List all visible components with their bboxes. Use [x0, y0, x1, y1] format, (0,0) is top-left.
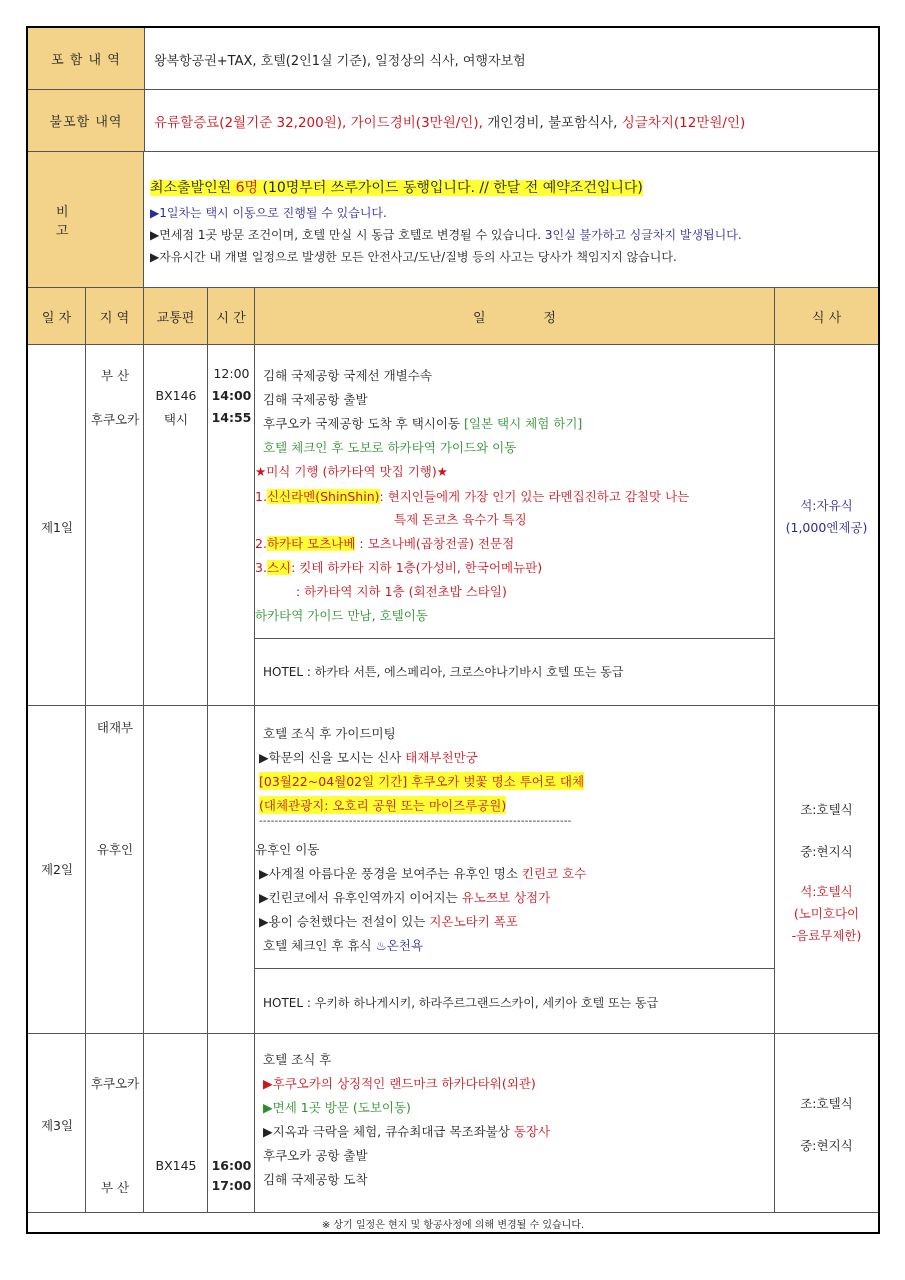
include-row [28, 28, 878, 90]
day3-s5: 후쿠오카 공항 출발 [263, 1148, 368, 1163]
notes-line4: ▶자유시간 내 개별 일정으로 발생한 모든 안전사고/도난/질병 등의 사고는 당사가 책임지지 않습니다. [150, 250, 677, 264]
notes-label: 비 고 [28, 152, 144, 287]
day2-s3: [03월22~04월02일 기간] 후쿠오카 벚꽃 명소 투어로 대체 [259, 774, 585, 789]
day2-s8-b: 지온노타키 폭포 [429, 914, 518, 929]
day1-taxi: 택시 [163, 412, 189, 427]
exclude-misc: 개인경비, 불포함식사, [482, 115, 622, 131]
day1-s9-b: 스시 [266, 560, 292, 575]
day1-s6-a: 1. [255, 489, 267, 504]
include-label: 포 함 내 역 [28, 28, 145, 89]
day1-s3-b: [일본 택시 체험 하기] [464, 416, 583, 431]
notes-line3-a: ▶면세점 1곳 방문 조건이며, 호텔 만실 시 동급 호텔로 변경될 수 있습니다. [150, 228, 545, 242]
day1-s9-c: : 킷테 하카타 지하 1층(가성비, 한국어메뉴판) [291, 560, 543, 575]
day1-region-busan: 부 산 [100, 368, 130, 383]
day1-s1: 김해 국제공항 국제선 개별수속 [263, 368, 432, 383]
day3-meal-breakfast: 조:호텔식 [800, 1096, 853, 1111]
day2-meal-breakfast: 조:호텔식 [800, 802, 853, 817]
day2-region-yufuin: 유후인 [96, 842, 134, 857]
day3-time1: 16:00 [211, 1158, 252, 1173]
day1-time2: 14:00 [211, 388, 252, 403]
day2-s6-a: ▶사계절 아름다운 풍경을 보여주는 유후인 명소 [259, 866, 522, 881]
day2-s7-b: 유노쯔보 상점가 [461, 890, 551, 905]
day2-s8 [259, 912, 518, 930]
day1-region-fukuoka: 후쿠오카 [90, 412, 140, 427]
day1-meal-note: (1,000엔제공) [785, 520, 868, 535]
day2-s2-a: ▶학문의 신을 모시는 신사 [259, 750, 406, 765]
header-day: 일 자 [28, 288, 86, 344]
day3-flight: BX145 [155, 1158, 197, 1173]
day1-s6-c: : 현지인들에게 가장 인기 있는 라멘집진하고 감칠맛 나는 [379, 489, 690, 504]
day3-s2: ▶후쿠오카의 상징적인 랜드마크 하카다타워(외관) [263, 1076, 536, 1091]
day1-s8-a: 2. [255, 536, 267, 551]
day2-s6 [259, 864, 586, 882]
day2-s9-b: ♨온천욕 [375, 938, 423, 953]
notes-line1 [150, 177, 643, 197]
include-text: 왕복항공권+TAX, 호텔(2인1실 기준), 일정상의 식사, 여행자보험 [154, 54, 526, 69]
day3-region-fukuoka: 후쿠오카 [90, 1076, 140, 1091]
day2-s8-a: ▶용이 승천했다는 전설이 있는 [259, 914, 430, 929]
day1-meal-dinner: 석:자유식 [800, 498, 853, 513]
day3-meal-lunch: 중:현지식 [800, 1138, 853, 1153]
day3-s4-a: ▶지옥과 극락을 체험, 큐슈최대급 목조좌불상 [263, 1124, 514, 1139]
header-schedule: 일 정 [255, 288, 775, 344]
exclude-fuel-guide: 유류할증료(2월기준 32,200원), 가이드경비(3만원/인), [154, 115, 483, 131]
day2-s4: (대체관광지: 오호리 공원 또는 마이즈루공원) [259, 798, 507, 813]
header-time: 시 간 [208, 288, 255, 344]
day1-s2: 김해 국제공항 출발 [263, 392, 368, 407]
day1-flight: BX146 [155, 388, 197, 403]
exclude-single-charge: 싱글차지(12만원/인) [621, 115, 746, 131]
min-participants-label: 최소출발인원 [150, 180, 236, 196]
day1-s3-a: 후쿠오카 국제공항 도착 후 택시이동 [263, 416, 464, 431]
exclude-text [154, 111, 745, 131]
day3-time2: 17:00 [211, 1178, 252, 1193]
min-participants-count: 6명 [235, 180, 259, 196]
day1-s9-a: 3. [255, 560, 267, 575]
day2-s7 [259, 888, 550, 906]
day2-region-dazaifu: 태재부 [96, 720, 134, 735]
day2-s9-a: 호텔 체크인 후 휴식 [263, 938, 376, 953]
day2-meal-note1: (노미호다이 [793, 906, 860, 921]
day2-hotel: HOTEL : 우키하 하나게시키, 하라주르그랜드스카이, 세키아 호텔 또는 동급 [263, 996, 659, 1010]
day1-s8 [255, 534, 514, 552]
day2-meal-dinner: 석:호텔식 [800, 884, 853, 899]
day1-time1: 12:00 [213, 366, 250, 381]
day1-s6-b: 신신라멘(ShinShin) [266, 489, 380, 504]
exclude-label: 불포함 내역 [28, 90, 145, 151]
day1-s11: 하카타역 가이드 만남, 호텔이동 [255, 608, 428, 623]
notes-line3 [150, 226, 742, 243]
day3-s4 [263, 1122, 550, 1140]
day1-s8-b: 하카타 모츠나베 [266, 536, 356, 551]
day1-s3 [263, 414, 582, 432]
day2-divider: -------------------------------------------------------------------------------- [259, 816, 572, 827]
day2-label: 제2일 [40, 862, 74, 877]
day2-meal-lunch: 중:현지식 [800, 844, 853, 859]
day3-s1: 호텔 조식 후 [263, 1052, 332, 1067]
day1-s7: 특제 돈코츠 육수가 특징 [394, 512, 527, 527]
header-meal: 식 사 [775, 288, 878, 344]
day3-region-busan: 부 산 [100, 1180, 130, 1195]
min-participants-note: (10명부터 쓰루가이드 동행입니다. // 한달 전 예약조건입니다) [258, 180, 643, 196]
day2-s1: 호텔 조식 후 가이드미팅 [263, 726, 396, 741]
day3-s3: ▶면세 1곳 방문 (도보이동) [263, 1100, 411, 1115]
day3-s4-b: 동장사 [513, 1124, 551, 1139]
day1-s10: : 하카타역 지하 1층 (회전초밥 스타일) [296, 584, 507, 599]
header-region: 지 역 [86, 288, 144, 344]
day1-time3: 14:55 [211, 410, 252, 425]
day2-s2 [259, 748, 478, 766]
footer-note: ※ 상기 일정은 현지 및 항공사정에 의해 변경될 수 있습니다. [321, 1220, 585, 1231]
itinerary-sheet [26, 26, 880, 1234]
notes-row [28, 152, 878, 288]
day1-s8-c: : 모츠나베(곱창전골) 전문점 [355, 536, 515, 551]
day2-meal-note2: -음료무제한) [791, 928, 862, 943]
day1-s6 [255, 487, 689, 505]
day1-label: 제1일 [40, 520, 74, 535]
day2-s5: 유후인 이동 [255, 842, 320, 857]
notes-line2: ▶1일차는 택시 이동으로 진행될 수 있습니다. [150, 206, 387, 220]
exclude-row [28, 90, 878, 152]
day1-s4: 호텔 체크인 후 도보로 하카타역 가이드와 이동 [263, 440, 517, 455]
notes-line3-b: 3인실 불가하고 싱글차지 발생됩니다. [544, 228, 742, 242]
day1-hotel: HOTEL : 하카타 서튼, 에스페리아, 크로스야나기바시 호텔 또는 동급 [263, 665, 624, 679]
day2-s7-a: ▶킨린코에서 유후인역까지 이어지는 [259, 890, 462, 905]
day3-label: 제3일 [40, 1118, 74, 1133]
day2-s9 [263, 936, 423, 954]
day1-s5: ★미식 기행 (하카타역 맛집 기행)★ [255, 464, 448, 479]
header-transport: 교통편 [144, 288, 208, 344]
day2-s6-b: 킨린코 호수 [521, 866, 587, 881]
day3-s6: 김해 국제공항 도착 [263, 1172, 368, 1187]
day1-s9 [255, 558, 542, 576]
day2-s2-b: 태재부천만궁 [405, 750, 478, 765]
